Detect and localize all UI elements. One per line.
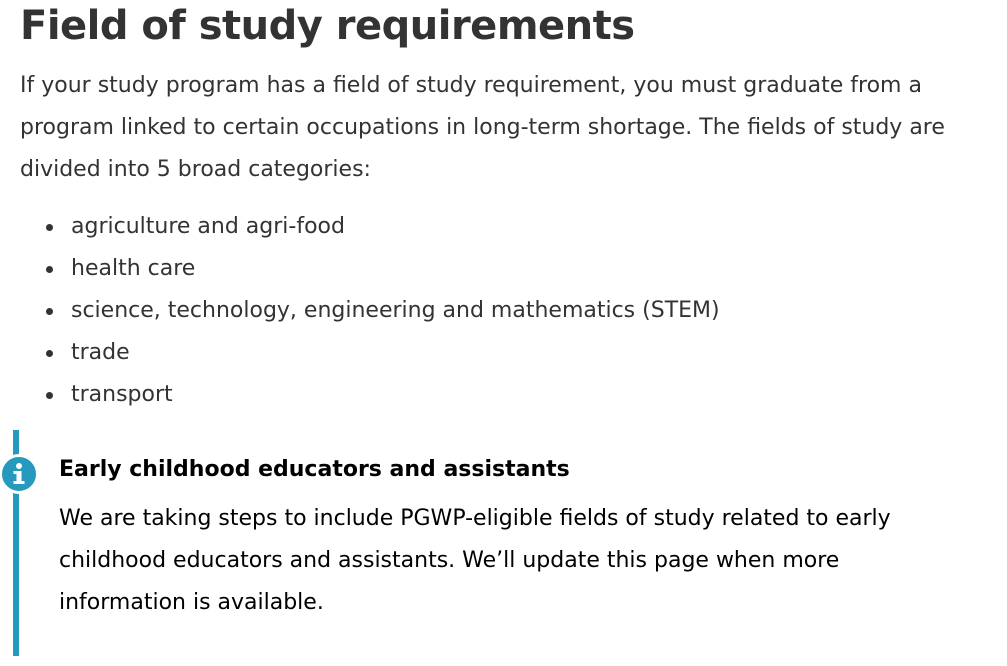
list-item [20,290,720,332]
bullet-icon [46,350,53,357]
list-item [20,206,720,248]
alert-title: Early childhood educators and assistants [59,457,570,482]
category-label: transport [71,382,173,407]
list-item [20,374,720,416]
field-of-study-category-list [20,206,720,416]
bullet-icon [46,224,53,231]
category-label: science, technology, engineering and mathematics (STEM) [71,298,720,323]
list-item [20,332,720,374]
intro-paragraph: If your study program has a field of study requirement, you must graduate from a program linked to certain occupations in long-term shortage. The fields of study are divided into 5 broad categories: [20,73,945,182]
page-title: Field of study requirements [20,3,635,49]
category-label: agriculture and agri-food [71,214,345,239]
alert-body: We are taking steps to include PGWP-eligible fields of study related to early childhood educators and assistants. We’ll update this page when more information is available. [59,506,891,615]
bullet-icon [46,266,53,273]
category-label: trade [71,340,130,365]
info-icon [0,454,39,494]
info-alert [13,430,973,656]
bullet-icon [46,308,53,315]
category-label: health care [71,256,196,281]
bullet-icon [46,392,53,399]
list-item [20,248,720,290]
